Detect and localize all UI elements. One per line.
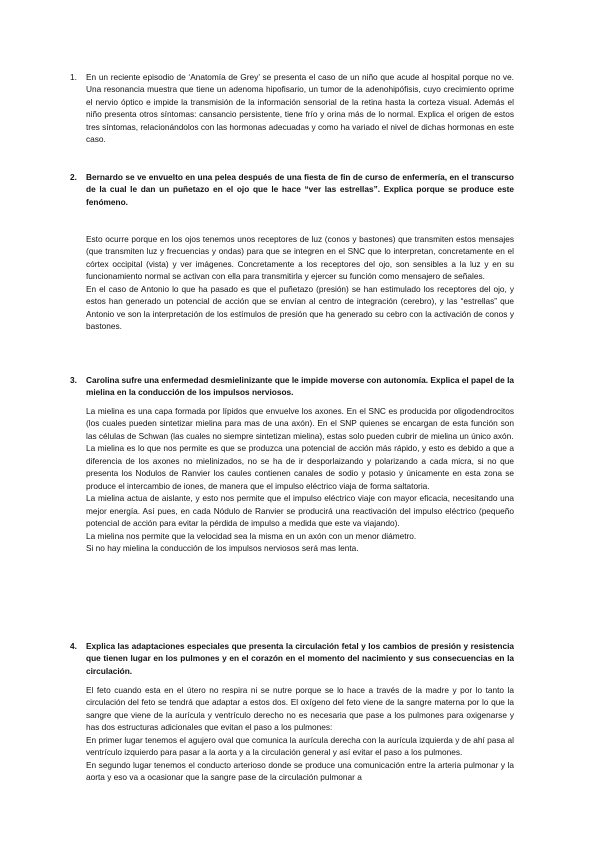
question-3 [70, 374, 514, 399]
question-4-text: Explica las adaptaciones especiales que presenta la circulación fetal y los cambios de presión y resistencia que tienen lugar en los pulmones y en el corazón en el momento del nacimiento y sus consecuencias en la circulación. [86, 641, 514, 676]
answer-3-paragraph: La mielina nos permite que la velocidad sea la misma en un axón con un menor diámetro. [86, 530, 417, 541]
question-2 [70, 171, 514, 208]
answer-3-paragraph: La mielina actua de aislante, y esto nos permite que el impulso eléctrico viaje con mayor eficacia, necesitando una mejor energía. Así pues, en cada Nódulo de Ranvier se producirá una reactivación del impulso eléctrico (pequeño potencial de acción para evitar la pérdida de impulso a medida que este va viajando). [86, 493, 514, 529]
answer-4-paragraph: En primer lugar tenemos el agujero oval que comunica la aurícula derecha con la aurícula izquierda y de ahí pasa al ventrículo izquierdo para pasar a la aorta y a la circulación general y así evitar el paso a los pulmones. [86, 734, 514, 758]
question-3-number: 3. [70, 375, 77, 385]
answer-2 [86, 233, 514, 333]
answer-3-paragraph: La mielina es lo que nos permite es que se produzca una potencial de acción más rápido, y esto es debido a que a diferencia de los axones no mielinizados, no se ha de ir desporlaizando y polarizando a cada micra, si no que presenta los Nodulos de Ranvier los caules contienen canales de sodio y potasio y únicamente en esta zona se produce el intercambio de iones, de manera que el impulso eléctrico viaja de forma saltatoria. [86, 443, 514, 491]
answer-3-paragraph: La mielina es una capa formada por lípidos que envuelve los axones. En el SNC es producida por oligodendrocitos (los cuales pueden sintetizar mielina para mas de una axón). En el SNP quienes se encargan de esta función son las células de Schwan (las cuales no siempre sintetizan mielina), estas solo pueden cubrir de mielina un único axón. [86, 406, 514, 441]
answer-3-paragraph: Si no hay mielina la conducción de los impulsos nerviosos será mas lenta. [86, 542, 359, 553]
answer-3 [86, 405, 514, 554]
question-1-text: En un reciente episodio de ‘Anatomía de Grey’ se presenta el caso de un niño que acude al hospital porque no ve. Una resonancia muestra que tiene un adenoma hipofisario, un tumor de la adenohipófisis, cuyo crecimiento oprime el nervio óptico e impide la transmisión de la información sensorial de la retina hasta la corteza visual. Además el niño presenta otros síntomas: cansancio persistente, tiene frío y orina más de lo normal. Explica el origen de estos tres síntomas, relacionándolos con las hormonas adecuadas y como ha variado el nivel de dichas hormonas en este caso. [86, 72, 514, 145]
answer-2-paragraph: En el caso de Antonio lo que ha pasado es que el puñetazo (presión) se han estimulado los receptores del ojo, y estos han generado un potencial de acción que se envían al centro de integración (cerebro), y las “estrellas” que Antonio ve son la interpretación de los estímulos de presión que ha generado su cebro con la activación de conos y bastones. [86, 283, 514, 332]
question-4 [70, 640, 514, 677]
question-2-text: Bernardo se ve envuelto en una pelea después de una fiesta de fin de curso de enfermería, en el transcurso de la cual le dan un puñetazo en el ojo que le hace “ver las estrellas”. Explica porque se produce este fenómeno. [86, 172, 514, 207]
answer-2-paragraph: Esto ocurre porque en los ojos tenemos unos receptores de luz (conos y bastones) que transmiten estos mensajes (que transmiten luz y frecuencias y ondas) para que se integren en el SNC que lo interpretan, concretamente en el córtex occipital (vista) y ver imágenes. Concretamente a los receptores del ojo, son sensibles a la luz y en su funcionamiento normal se activan con ella para transmitirla y ejercer su función como mensajero de señales. [86, 234, 514, 282]
question-2-number: 2. [70, 172, 77, 182]
answer-4-paragraph: En segundo lugar tenemos el conducto arterioso donde se produce una comunicación entre la arteria pulmonar y la aorta y eso va a ocasionar que la sangre pase de la circulación pulmonar a [86, 759, 514, 783]
answer-4 [86, 684, 514, 784]
question-1 [70, 71, 514, 146]
answer-4-paragraph: El feto cuando esta en el útero no respira ni se nutre porque se lo hace a través de la madre y por lo tanto la circulación del feto se tendrá que adaptar a estos dos. El oxígeno del feto viene de la sangre materna por lo que la sangre que viene de la aurícula y ventrículo derecho no es necesaria que pase a los pulmones para oxigenarse y has dos estructuras adicionales que evitan el paso a los pulmones: [86, 685, 514, 733]
question-1-number: 1. [70, 72, 77, 82]
question-4-number: 4. [70, 641, 77, 651]
question-3-text: Carolina sufre una enfermedad desmielinizante que le impide moverse con autonomía. Explica el papel de la mielina en la conducción de los impulsos nerviosos. [86, 375, 514, 398]
